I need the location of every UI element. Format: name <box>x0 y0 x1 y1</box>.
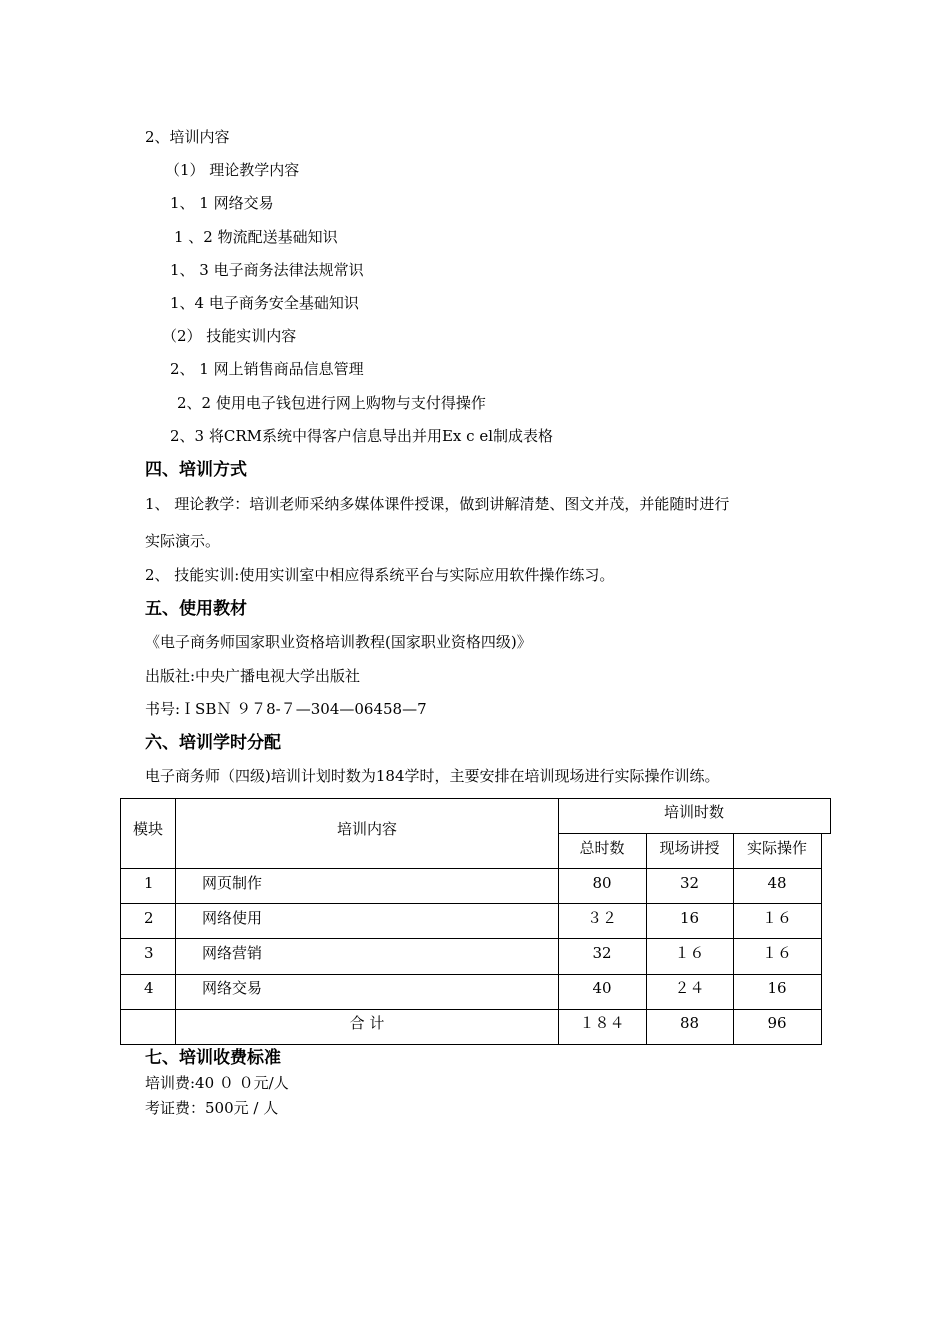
table-rule <box>120 798 121 1045</box>
skill-item: 2、 1 网上销售商品信息管理 <box>170 360 364 378</box>
row-practice: １６ <box>761 909 792 927</box>
table-rule <box>120 1009 822 1010</box>
section-5-heading: 五、使用教材 <box>145 599 247 619</box>
table-rule <box>558 798 559 1045</box>
row-content: 网页制作 <box>202 874 263 892</box>
header-practice: 实际操作 <box>746 839 807 857</box>
publisher: 出版社:中央广播电视大学出版社 <box>145 667 361 685</box>
exam-fee: 考证费：500元 / 人 <box>145 1099 279 1117</box>
row-practice: １６ <box>761 944 792 962</box>
theory-item: 1、 3 电子商务法律法规常识 <box>170 261 364 279</box>
table-rule <box>120 903 822 904</box>
row-total: 32 <box>592 944 612 962</box>
row-content: 网络营销 <box>202 944 263 962</box>
hours-intro: 电子商务师（四级)培训计划时数为184学时，主要安排在培训现场进行实际操作训练。 <box>145 767 720 785</box>
theory-heading: （1） 理论教学内容 <box>165 161 300 179</box>
table-rule <box>120 798 831 799</box>
sum-label: 合 计 <box>349 1014 385 1032</box>
row-total: 80 <box>592 874 612 892</box>
theory-item: 1、 1 网络交易 <box>170 194 274 212</box>
row-module: 2 <box>144 909 154 927</box>
section-6-heading: 六、培训学时分配 <box>145 733 281 753</box>
row-practice: 48 <box>767 874 787 892</box>
table-rule <box>830 798 831 834</box>
table-rule <box>120 1044 822 1045</box>
header-content: 培训内容 <box>336 820 397 838</box>
row-lecture: ２４ <box>674 979 705 997</box>
header-module: 模块 <box>132 820 163 838</box>
row-lecture: 32 <box>679 874 700 892</box>
row-module: 3 <box>144 944 154 962</box>
isbn: 书号:ＩSBＮ ９７8-７—304—06458—7 <box>145 700 427 718</box>
table-rule <box>646 833 647 1045</box>
row-content: 网络交易 <box>202 979 263 997</box>
skill-item: 2、2 使用电子钱包进行网上购物与支付得操作 <box>177 394 486 412</box>
row-lecture: １６ <box>674 944 705 962</box>
theory-item: 1 、2 物流配送基础知识 <box>174 228 338 246</box>
row-module: 1 <box>144 874 154 892</box>
skill-heading: （2） 技能实训内容 <box>162 327 297 345</box>
table-rule <box>821 833 822 1045</box>
header-lecture: 现场讲授 <box>659 839 720 857</box>
row-practice: 16 <box>767 979 787 997</box>
section-7-heading: 七、培训收费标准 <box>145 1048 281 1068</box>
sum-lecture: 88 <box>679 1014 700 1032</box>
training-fee: 培训费:40 ０ ０元/人 <box>145 1074 289 1092</box>
table-rule <box>120 974 822 975</box>
row-total: ３２ <box>586 909 617 927</box>
section-2-heading: 2、培训内容 <box>145 128 230 146</box>
row-content: 网络使用 <box>202 909 263 927</box>
section-4-heading: 四、培训方式 <box>145 460 247 480</box>
skill-item: 2、3 将CRM系统中得客户信息导出并用Ex c el制成表格 <box>170 427 554 445</box>
table-rule <box>733 833 734 1045</box>
sum-total: １８４ <box>579 1014 625 1032</box>
method-item-1: 1、 理论教学：培训老师采纳多媒体课件授课，做到讲解清楚、图文并茂，并能随时进行 <box>145 495 730 513</box>
method-item-2: 2、 技能实训:使用实训室中相应得系统平台与实际应用软件操作练习。 <box>145 566 615 584</box>
theory-item: 1、4 电子商务安全基础知识 <box>170 294 359 312</box>
header-total: 总时数 <box>579 839 625 857</box>
table-rule <box>175 798 176 1045</box>
header-hours: 培训时数 <box>663 803 724 821</box>
method-item-1-cont: 实际演示。 <box>145 532 221 550</box>
table-rule <box>120 868 822 869</box>
sum-practice: 96 <box>767 1014 787 1032</box>
row-module: 4 <box>144 979 154 997</box>
table-rule <box>558 833 831 834</box>
table-rule <box>120 938 822 939</box>
textbook-title: 《电子商务师国家职业资格培训教程(国家职业资格四级)》 <box>145 633 532 651</box>
row-total: 40 <box>592 979 612 997</box>
row-lecture: 16 <box>679 909 700 927</box>
